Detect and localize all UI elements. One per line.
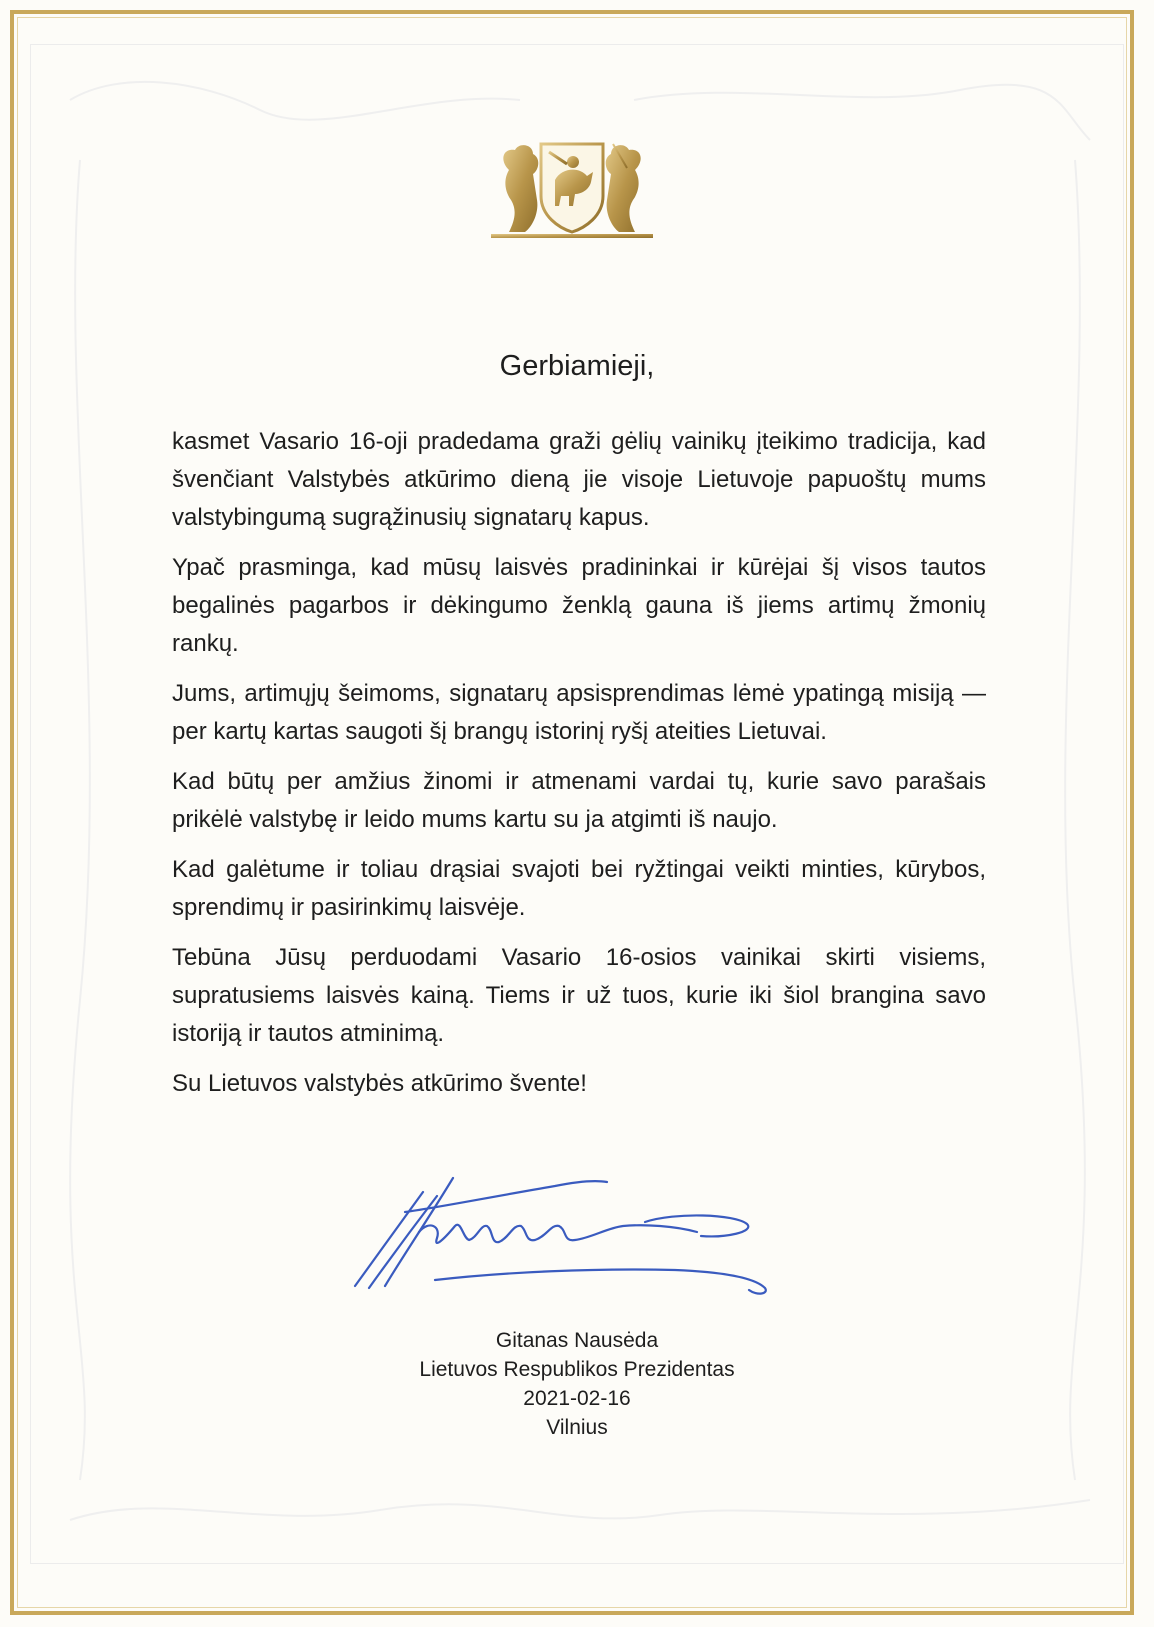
coat-of-arms-icon bbox=[489, 140, 655, 240]
letter-body bbox=[172, 423, 986, 1115]
letter-place: Vilnius bbox=[546, 1416, 608, 1439]
closing-line: Su Lietuvos valstybės atkūrimo švente! bbox=[172, 1070, 587, 1097]
paragraph: Kad galėtume ir toliau drąsiai svajoti bei ryžtingai veikti minties, kūrybos, sprendimų ir pasirinkimų laisvėje. bbox=[172, 856, 986, 921]
paragraph: Kad būtų per amžius žinomi ir atmenami vardai tų, kurie savo parašais prikėlė valstybę ir leido mums kartu su ja atgimti iš naujo. bbox=[172, 768, 986, 833]
signatory-name: Gitanas Nausėda bbox=[495, 1329, 659, 1352]
paragraph: Jums, artimųjų šeimoms, signatarų apsisprendimas lėmė ypatingą misiją — per kartų kartas saugoti šį brangų istorinį ryšį ateities Lietuvai. bbox=[172, 680, 986, 745]
salutation: Gerbiamieji, bbox=[499, 350, 655, 382]
paragraph: kasmet Vasario 16-oji pradedama graži gėlių vainikų įteikimo tradicija, kad švenčiant Valstybės atkūrimo dieną jie visoje Lietuvoje papuoštų mums valstybingumą sugrąžinusių signatarų kapus. bbox=[172, 428, 986, 531]
letter-date: 2021-02-16 bbox=[523, 1387, 631, 1410]
handwritten-signature bbox=[345, 1168, 805, 1308]
paragraph: Ypač prasminga, kad mūsų laisvės pradininkai ir kūrėjai šį visos tautos begalinės pagarbos ir dėkingumo ženklą gauna iš jiems artimų žmonių rankų. bbox=[172, 554, 986, 657]
signature-block bbox=[0, 1326, 1154, 1442]
paragraph: Tebūna Jūsų perduodami Vasario 16-osios vainikai skirti visiems, supratusiems laisvės kainą. Tiems ir už tuos, kurie iki šiol brangina savo istoriją ir tautos atminimą. bbox=[172, 944, 986, 1047]
signatory-title: Lietuvos Respublikos Prezidentas bbox=[419, 1358, 735, 1381]
